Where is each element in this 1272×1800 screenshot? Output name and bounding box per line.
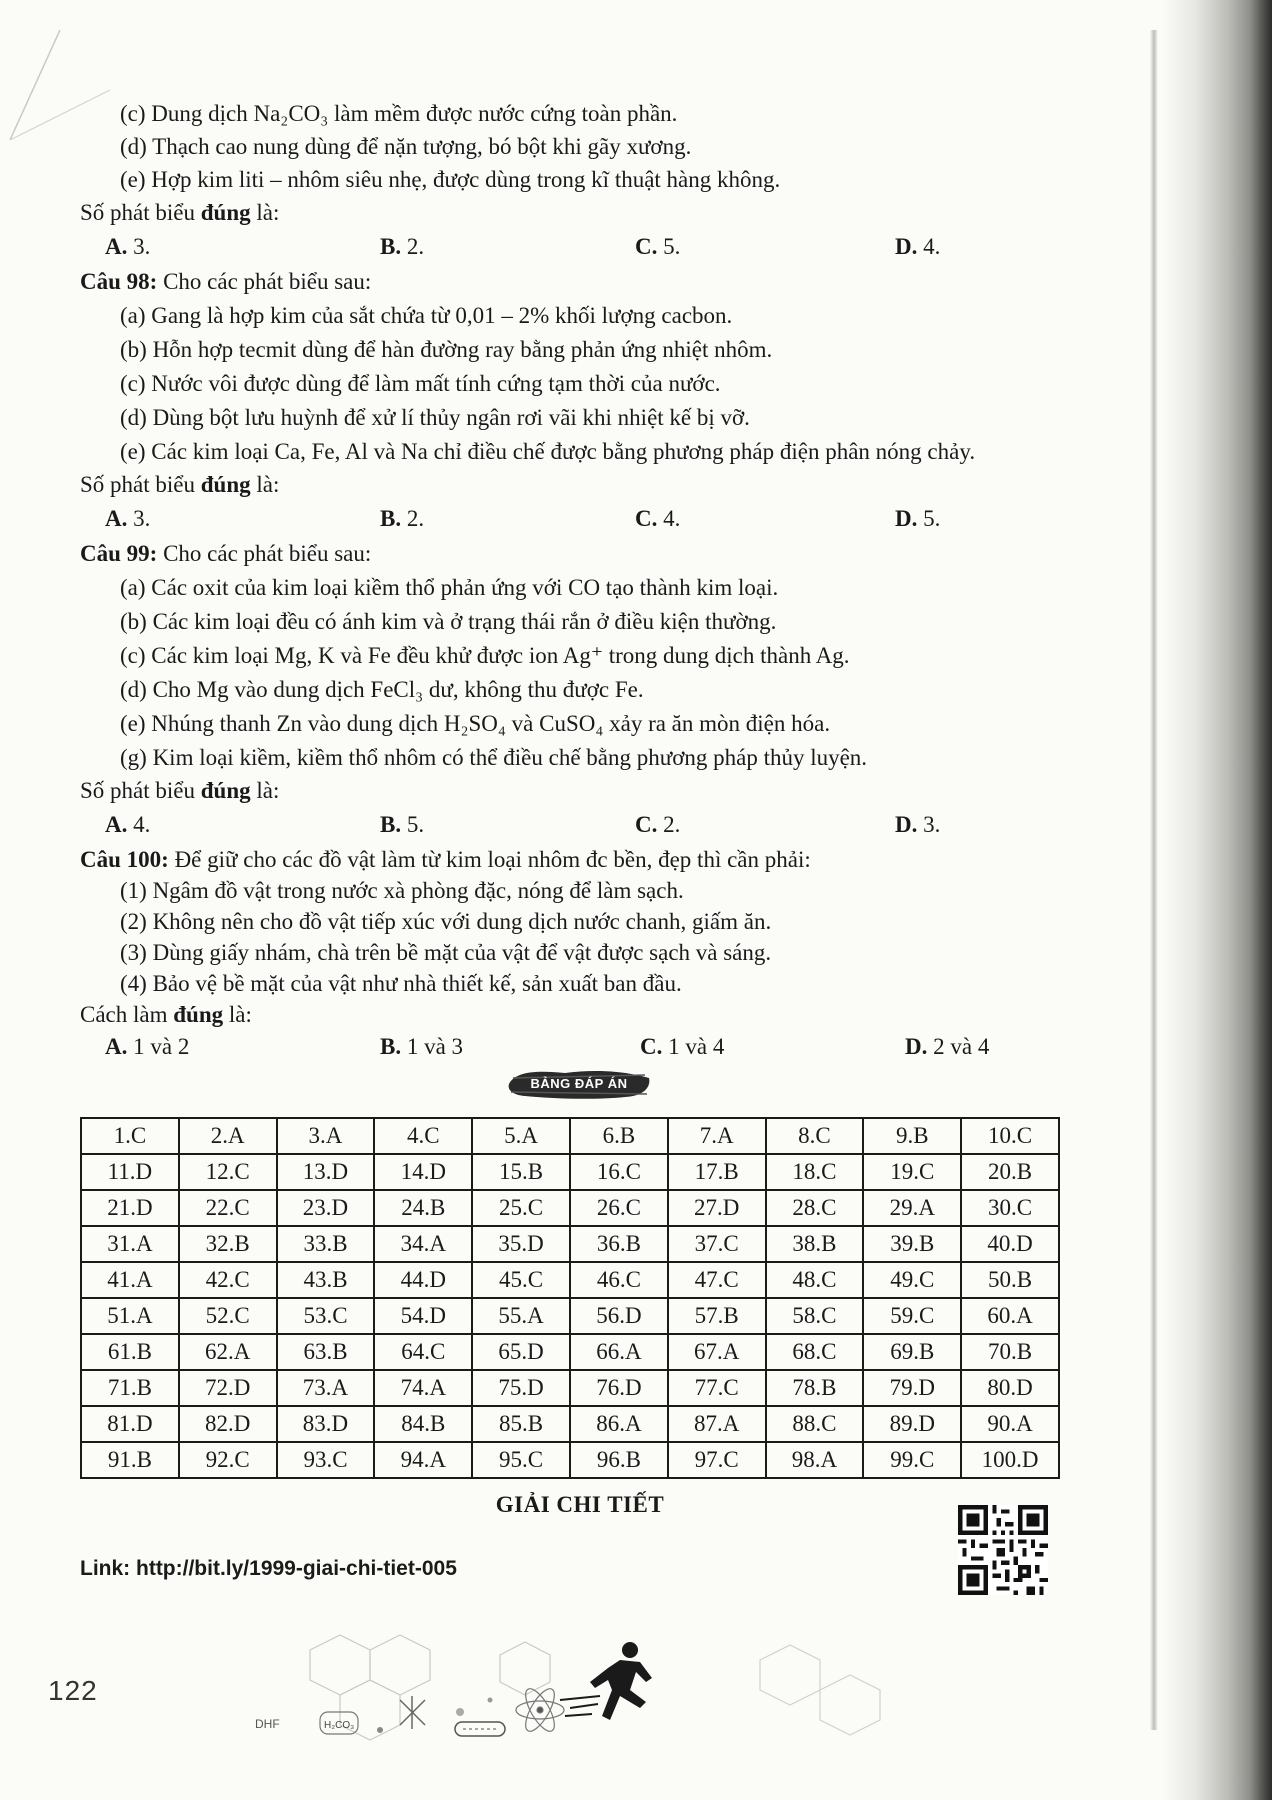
- option-letter: A.: [105, 234, 128, 259]
- answer-cell: 85.B: [472, 1406, 570, 1442]
- q98-statement-c: (c) Nước vôi được dùng để làm mất tính cứng tạm thời của nước.: [120, 371, 721, 396]
- asterisk-molecule-icon: [400, 1696, 425, 1729]
- q99-statement-d: (d) Cho Mg vào dung dịch FeCl₃ dư, không thu được Fe.: [120, 677, 644, 702]
- q100-statement-3: (3) Dùng giấy nhám, chà trên bề mặt của vật để vật được sạch và sáng.: [120, 940, 772, 965]
- q99-statement-e: (e) Nhúng thanh Zn vào dung dịch H₂SO₄ và CuSO₄ xảy ra ăn mòn điện hóa.: [120, 711, 831, 736]
- answer-cell: 74.A: [374, 1370, 472, 1406]
- option-text: 5.: [657, 234, 681, 259]
- page-number: 122: [48, 1675, 98, 1706]
- q98-statement-a: (a) Gang là hợp kim của sắt chứa từ 0,01 – 2% khối lượng cacbon.: [120, 303, 733, 328]
- answer-row: [81, 1334, 1059, 1370]
- answer-cell: 30.C: [961, 1190, 1059, 1226]
- prompt-bold: đúng: [200, 778, 251, 803]
- answer-cell: 62.A: [179, 1334, 277, 1370]
- option-letter: D.: [895, 234, 918, 259]
- option-text: 5.: [401, 812, 425, 837]
- q99-option-a[interactable]: [105, 811, 150, 839]
- answer-cell: 63.B: [277, 1334, 375, 1370]
- answer-cell: 97.C: [668, 1442, 766, 1478]
- answer-cell: 64.C: [374, 1334, 472, 1370]
- option-letter: B.: [380, 1034, 402, 1059]
- q97-statement-d: (d) Thạch cao nung dùng để nặn tượng, bó bột khi gãy xương.: [120, 134, 692, 159]
- option-letter: C.: [635, 234, 658, 259]
- answer-cell: 68.C: [766, 1334, 864, 1370]
- atom-dot-icon: [377, 1727, 383, 1733]
- question-label: Câu 99:: [80, 541, 158, 566]
- answer-cell: 2.A: [179, 1118, 277, 1154]
- solution-link[interactable]: Link: http://bit.ly/1999-giai-chi-tiet-005: [80, 1557, 457, 1580]
- decor-label: DHF: [255, 1717, 280, 1731]
- runner-icon: [560, 1642, 652, 1720]
- answer-cell: 45.C: [472, 1262, 570, 1298]
- prompt-text: là:: [250, 200, 280, 225]
- answer-cell: 48.C: [766, 1262, 864, 1298]
- option-text: 1 và 4: [662, 1034, 725, 1059]
- answer-cell: 55.A: [472, 1298, 570, 1334]
- answer-row: [81, 1154, 1059, 1190]
- option-letter: C.: [635, 812, 658, 837]
- q100-statement-1: (1) Ngâm đồ vật trong nước xà phòng đặc, nóng để làm sạch.: [120, 878, 684, 903]
- q100-statement-2: (2) Không nên cho đồ vật tiếp xúc với dung dịch nước chanh, giấm ăn.: [120, 909, 772, 934]
- answer-row: [81, 1118, 1059, 1154]
- q99-statement-g: (g) Kim loại kiềm, kiềm thổ nhôm có thể điều chế bằng phương pháp thủy luyện.: [120, 745, 868, 770]
- q99-option-b[interactable]: [380, 811, 424, 839]
- answer-cell: 21.D: [81, 1190, 179, 1226]
- answer-cell: 43.B: [277, 1262, 375, 1298]
- option-letter: A.: [105, 506, 128, 531]
- q99-statement-a: (a) Các oxit của kim loại kiềm thổ phản ứng với CO tạo thành kim loại.: [120, 575, 779, 600]
- answer-cell: 7.A: [668, 1118, 766, 1154]
- answer-cell: 32.B: [179, 1226, 277, 1262]
- answer-cell: 11.D: [81, 1154, 179, 1190]
- prompt-text: là:: [250, 472, 280, 497]
- answer-cell: 27.D: [668, 1190, 766, 1226]
- answer-cell: 15.B: [472, 1154, 570, 1190]
- option-letter: D.: [905, 1034, 928, 1059]
- answer-cell: 18.C: [766, 1154, 864, 1190]
- answer-cell: 51.A: [81, 1298, 179, 1334]
- answer-cell: 12.C: [179, 1154, 277, 1190]
- q100-heading: [80, 846, 811, 874]
- answer-cell: 60.A: [961, 1298, 1059, 1334]
- answer-cell: 99.C: [863, 1442, 961, 1478]
- answer-cell: 56.D: [570, 1298, 668, 1334]
- scan-binding-line: [1150, 30, 1158, 1730]
- answer-cell: 8.C: [766, 1118, 864, 1154]
- answer-key-table: [80, 1117, 1060, 1479]
- q99-statement-b: (b) Các kim loại đều có ánh kim và ở trạng thái rắn ở điều kiện thường.: [120, 609, 777, 634]
- answer-cell: 81.D: [81, 1406, 179, 1442]
- answer-cell: 94.A: [374, 1442, 472, 1478]
- answer-cell: 17.B: [668, 1154, 766, 1190]
- page-fold-corner: [0, 0, 120, 160]
- answer-cell: 72.D: [179, 1370, 277, 1406]
- answer-cell: 50.B: [961, 1262, 1059, 1298]
- option-text: 3.: [127, 234, 151, 259]
- answer-cell: 54.D: [374, 1298, 472, 1334]
- answer-cell: 61.B: [81, 1334, 179, 1370]
- answer-cell: 93.C: [277, 1442, 375, 1478]
- q97-prompt: [80, 199, 279, 227]
- answer-cell: 34.A: [374, 1226, 472, 1262]
- answer-cell: 35.D: [472, 1226, 570, 1262]
- answer-cell: 33.B: [277, 1226, 375, 1262]
- answer-cell: 76.D: [570, 1370, 668, 1406]
- option-text: 2.: [401, 234, 425, 259]
- option-letter: A.: [105, 812, 128, 837]
- decor-label: H₂CO₃: [324, 1720, 355, 1731]
- answer-cell: 14.D: [374, 1154, 472, 1190]
- answer-cell: 47.C: [668, 1262, 766, 1298]
- atom-dot-icon: [456, 1708, 464, 1716]
- q100-statement-4: (4) Bảo vệ bề mặt của vật như nhà thiết kế, sản xuất ban đầu.: [120, 971, 682, 996]
- prompt-text: là:: [223, 1002, 252, 1027]
- prompt-text: là:: [250, 778, 280, 803]
- solution-title: GIẢI CHI TIẾT: [495, 1492, 665, 1517]
- answer-cell: 84.B: [374, 1406, 472, 1442]
- answer-cell: 58.C: [766, 1298, 864, 1334]
- answer-cell: 4.C: [374, 1118, 472, 1154]
- option-letter: C.: [635, 506, 658, 531]
- q97-option-a[interactable]: [105, 233, 150, 261]
- answer-cell: 39.B: [863, 1226, 961, 1262]
- answer-cell: 65.D: [472, 1334, 570, 1370]
- answer-cell: 16.C: [570, 1154, 668, 1190]
- answer-cell: 75.D: [472, 1370, 570, 1406]
- prompt-bold: đúng: [200, 200, 251, 225]
- capsule-icon: [455, 1722, 505, 1736]
- answer-cell: 36.B: [570, 1226, 668, 1262]
- answer-cell: 59.C: [863, 1298, 961, 1334]
- answer-cell: 13.D: [277, 1154, 375, 1190]
- answer-cell: 83.D: [277, 1406, 375, 1442]
- option-text: 1 và 2: [127, 1034, 190, 1059]
- option-text: 2.: [657, 812, 681, 837]
- prompt-text: Số phát biểu: [80, 472, 201, 497]
- option-letter: A.: [105, 1034, 128, 1059]
- prompt-bold: đúng: [200, 472, 251, 497]
- q97-statement-e: (e) Hợp kim liti – nhôm siêu nhẹ, được dùng trong kĩ thuật hàng không.: [120, 167, 781, 192]
- answer-cell: 98.A: [766, 1442, 864, 1478]
- flask-label-icon: [320, 1712, 358, 1734]
- prompt-text: Cách làm: [80, 1002, 174, 1027]
- q100-option-a[interactable]: [105, 1033, 189, 1061]
- answer-cell: 57.B: [668, 1298, 766, 1334]
- answer-cell: 44.D: [374, 1262, 472, 1298]
- chemistry-decoration: [200, 1630, 900, 1750]
- q100-prompt: [80, 1001, 252, 1029]
- answer-cell: 91.B: [81, 1442, 179, 1478]
- question-stem: Cho các phát biểu sau:: [157, 541, 372, 566]
- answer-row: [81, 1370, 1059, 1406]
- option-text: 4.: [127, 812, 151, 837]
- q98-option-d[interactable]: [895, 505, 940, 533]
- q97-option-b[interactable]: [380, 233, 424, 261]
- answer-cell: 96.B: [570, 1442, 668, 1478]
- answer-cell: 42.C: [179, 1262, 277, 1298]
- option-text: 4.: [917, 234, 941, 259]
- answer-cell: 53.C: [277, 1298, 375, 1334]
- answer-key-banner: [505, 1066, 653, 1102]
- q99-heading: [80, 540, 371, 568]
- answer-cell: 3.A: [277, 1118, 375, 1154]
- option-text: 4.: [657, 506, 681, 531]
- answer-cell: 89.D: [863, 1406, 961, 1442]
- answer-cell: 79.D: [863, 1370, 961, 1406]
- q98-statement-b: (b) Hỗn hợp tecmit dùng để hàn đường ray bằng phản ứng nhiệt nhôm.: [120, 337, 773, 362]
- answer-cell: 95.C: [472, 1442, 570, 1478]
- answer-cell: 49.C: [863, 1262, 961, 1298]
- question-label: Câu 98:: [80, 269, 158, 294]
- q100-option-c[interactable]: [640, 1033, 724, 1061]
- option-letter: D.: [895, 812, 918, 837]
- answer-cell: 10.C: [961, 1118, 1059, 1154]
- q98-heading: [80, 268, 371, 296]
- answer-cell: 40.D: [961, 1226, 1059, 1262]
- option-text: 5.: [917, 506, 941, 531]
- answer-cell: 73.A: [277, 1370, 375, 1406]
- answer-key-banner-text: BẢNG ĐÁP ÁN: [530, 1076, 628, 1091]
- option-letter: D.: [895, 506, 918, 531]
- answer-row: [81, 1226, 1059, 1262]
- answer-cell: 86.A: [570, 1406, 668, 1442]
- atom-icon: [516, 1685, 564, 1736]
- qr-code-icon[interactable]: [958, 1505, 1048, 1595]
- question-label: Câu 100:: [80, 847, 169, 872]
- answer-cell: 41.A: [81, 1262, 179, 1298]
- prompt-text: Số phát biểu: [80, 778, 201, 803]
- answer-cell: 24.B: [374, 1190, 472, 1226]
- scan-binding-shadow: [1162, 0, 1272, 1800]
- answer-cell: 70.B: [961, 1334, 1059, 1370]
- q100-option-d[interactable]: [905, 1033, 989, 1061]
- option-letter: B.: [380, 234, 402, 259]
- answer-row: [81, 1406, 1059, 1442]
- prompt-bold: đúng: [173, 1002, 224, 1027]
- answer-cell: 87.A: [668, 1406, 766, 1442]
- answer-cell: 90.A: [961, 1406, 1059, 1442]
- answer-cell: 37.C: [668, 1226, 766, 1262]
- answer-cell: 29.A: [863, 1190, 961, 1226]
- q99-option-c[interactable]: [635, 811, 680, 839]
- answer-cell: 67.A: [668, 1334, 766, 1370]
- q98-statement-d: (d) Dùng bột lưu huỳnh để xử lí thủy ngân rơi vãi khi nhiệt kế bị vỡ.: [120, 405, 750, 430]
- answer-cell: 31.A: [81, 1226, 179, 1262]
- option-letter: C.: [640, 1034, 663, 1059]
- answer-cell: 22.C: [179, 1190, 277, 1226]
- q97-statement-c: (c) Dung dịch Na₂CO₃ làm mềm được nước cứng toàn phần.: [120, 101, 678, 126]
- answer-cell: 46.C: [570, 1262, 668, 1298]
- answer-cell: 77.C: [668, 1370, 766, 1406]
- option-letter: B.: [380, 506, 402, 531]
- answer-cell: 100.D: [961, 1442, 1059, 1478]
- answer-cell: 71.B: [81, 1370, 179, 1406]
- answer-row: [81, 1262, 1059, 1298]
- prompt-text: Số phát biểu: [80, 200, 201, 225]
- answer-cell: 6.B: [570, 1118, 668, 1154]
- option-text: 2.: [401, 506, 425, 531]
- q97-option-d[interactable]: [895, 233, 940, 261]
- answer-cell: 9.B: [863, 1118, 961, 1154]
- option-text: 2 và 4: [927, 1034, 990, 1059]
- answer-cell: 38.B: [766, 1226, 864, 1262]
- option-text: 3.: [127, 506, 151, 531]
- answer-cell: 20.B: [961, 1154, 1059, 1190]
- question-stem: Để giữ cho các đồ vật làm từ kim loại nhôm đc bền, đẹp thì cần phải:: [168, 847, 811, 872]
- q97-option-c[interactable]: [635, 233, 680, 261]
- answer-cell: 66.A: [570, 1334, 668, 1370]
- q99-statement-c: (c) Các kim loại Mg, K và Fe đều khử được ion Ag⁺ trong dung dịch thành Ag.: [120, 643, 850, 668]
- answer-cell: 88.C: [766, 1406, 864, 1442]
- question-stem: Cho các phát biểu sau:: [157, 269, 372, 294]
- q98-option-c[interactable]: [635, 505, 680, 533]
- answer-cell: 78.B: [766, 1370, 864, 1406]
- q98-statement-e: (e) Các kim loại Ca, Fe, Al và Na chỉ điều chế được bằng phương pháp điện phân nóng chảy.: [120, 439, 976, 464]
- answer-cell: 25.C: [472, 1190, 570, 1226]
- answer-cell: 52.C: [179, 1298, 277, 1334]
- answer-cell: 19.C: [863, 1154, 961, 1190]
- option-letter: B.: [380, 812, 402, 837]
- q98-option-a[interactable]: [105, 505, 150, 533]
- answer-cell: 5.A: [472, 1118, 570, 1154]
- answer-cell: 1.C: [81, 1118, 179, 1154]
- option-text: 3.: [917, 812, 941, 837]
- answer-cell: 69.B: [863, 1334, 961, 1370]
- answer-cell: 92.C: [179, 1442, 277, 1478]
- q100-option-b[interactable]: [380, 1033, 463, 1061]
- q99-prompt: [80, 777, 279, 805]
- answer-cell: 26.C: [570, 1190, 668, 1226]
- q98-prompt: [80, 471, 279, 499]
- q98-option-b[interactable]: [380, 505, 424, 533]
- hexagon-icon: [760, 1645, 880, 1735]
- option-text: 1 và 3: [401, 1034, 464, 1059]
- answer-cell: 28.C: [766, 1190, 864, 1226]
- answer-cell: 82.D: [179, 1406, 277, 1442]
- q99-option-d[interactable]: [895, 811, 940, 839]
- answer-cell: 23.D: [277, 1190, 375, 1226]
- atom-dot-icon: [488, 1698, 493, 1703]
- answer-row: [81, 1442, 1059, 1478]
- answer-cell: 80.D: [961, 1370, 1059, 1406]
- answer-row: [81, 1190, 1059, 1226]
- answer-row: [81, 1298, 1059, 1334]
